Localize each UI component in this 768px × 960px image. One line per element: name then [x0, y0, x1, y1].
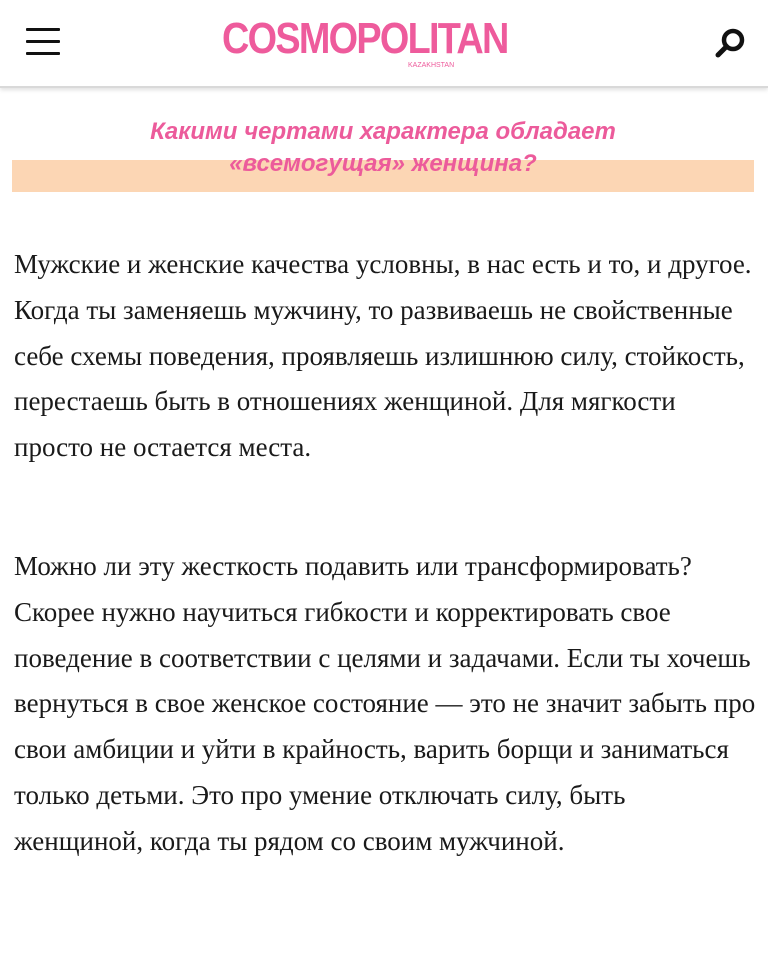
menu-line — [26, 28, 60, 31]
hamburger-menu-icon[interactable] — [26, 26, 60, 58]
menu-line — [26, 40, 60, 43]
cosmopolitan-logo[interactable] — [222, 14, 508, 72]
logo-text: COSMOPOLITAN — [222, 14, 508, 63]
search-icon-svg — [714, 26, 748, 60]
highlight-quote — [12, 112, 754, 194]
logo-subtext: KAZAKHSTAN — [408, 62, 455, 69]
highlight-line-2: «всемогущая» женщина? — [229, 150, 537, 177]
article-paragraph: Мужские и женские качества условны, в нас есть и то, и другое. Когда ты заменяешь мужчину, то развиваешь не свойственные себе схемы поведения, проявляешь излишнюю силу, стойкость, перестаешь быть в отношениях женщиной. Для мягкости просто не остается места. — [14, 249, 752, 463]
menu-line — [26, 52, 60, 55]
highlight-line-1: Какими чертами характера обладает — [150, 118, 616, 145]
site-header — [0, 0, 768, 88]
search-icon[interactable] — [714, 26, 748, 60]
highlight-heading — [12, 116, 754, 180]
article-paragraph: Можно ли эту жесткость подавить или трансформировать? Скорее нужно научиться гибкости и корректировать свое поведение в соответствии с целями и задачами. Если ты хочешь вернуться в свое женское состояние — это не значит забыть про свои амбиции и уйти в крайность, варить борщи и заниматься только детьми. Это про умение отключать силу, быть женщиной, когда ты рядом со своим мужчиной. — [14, 551, 756, 856]
